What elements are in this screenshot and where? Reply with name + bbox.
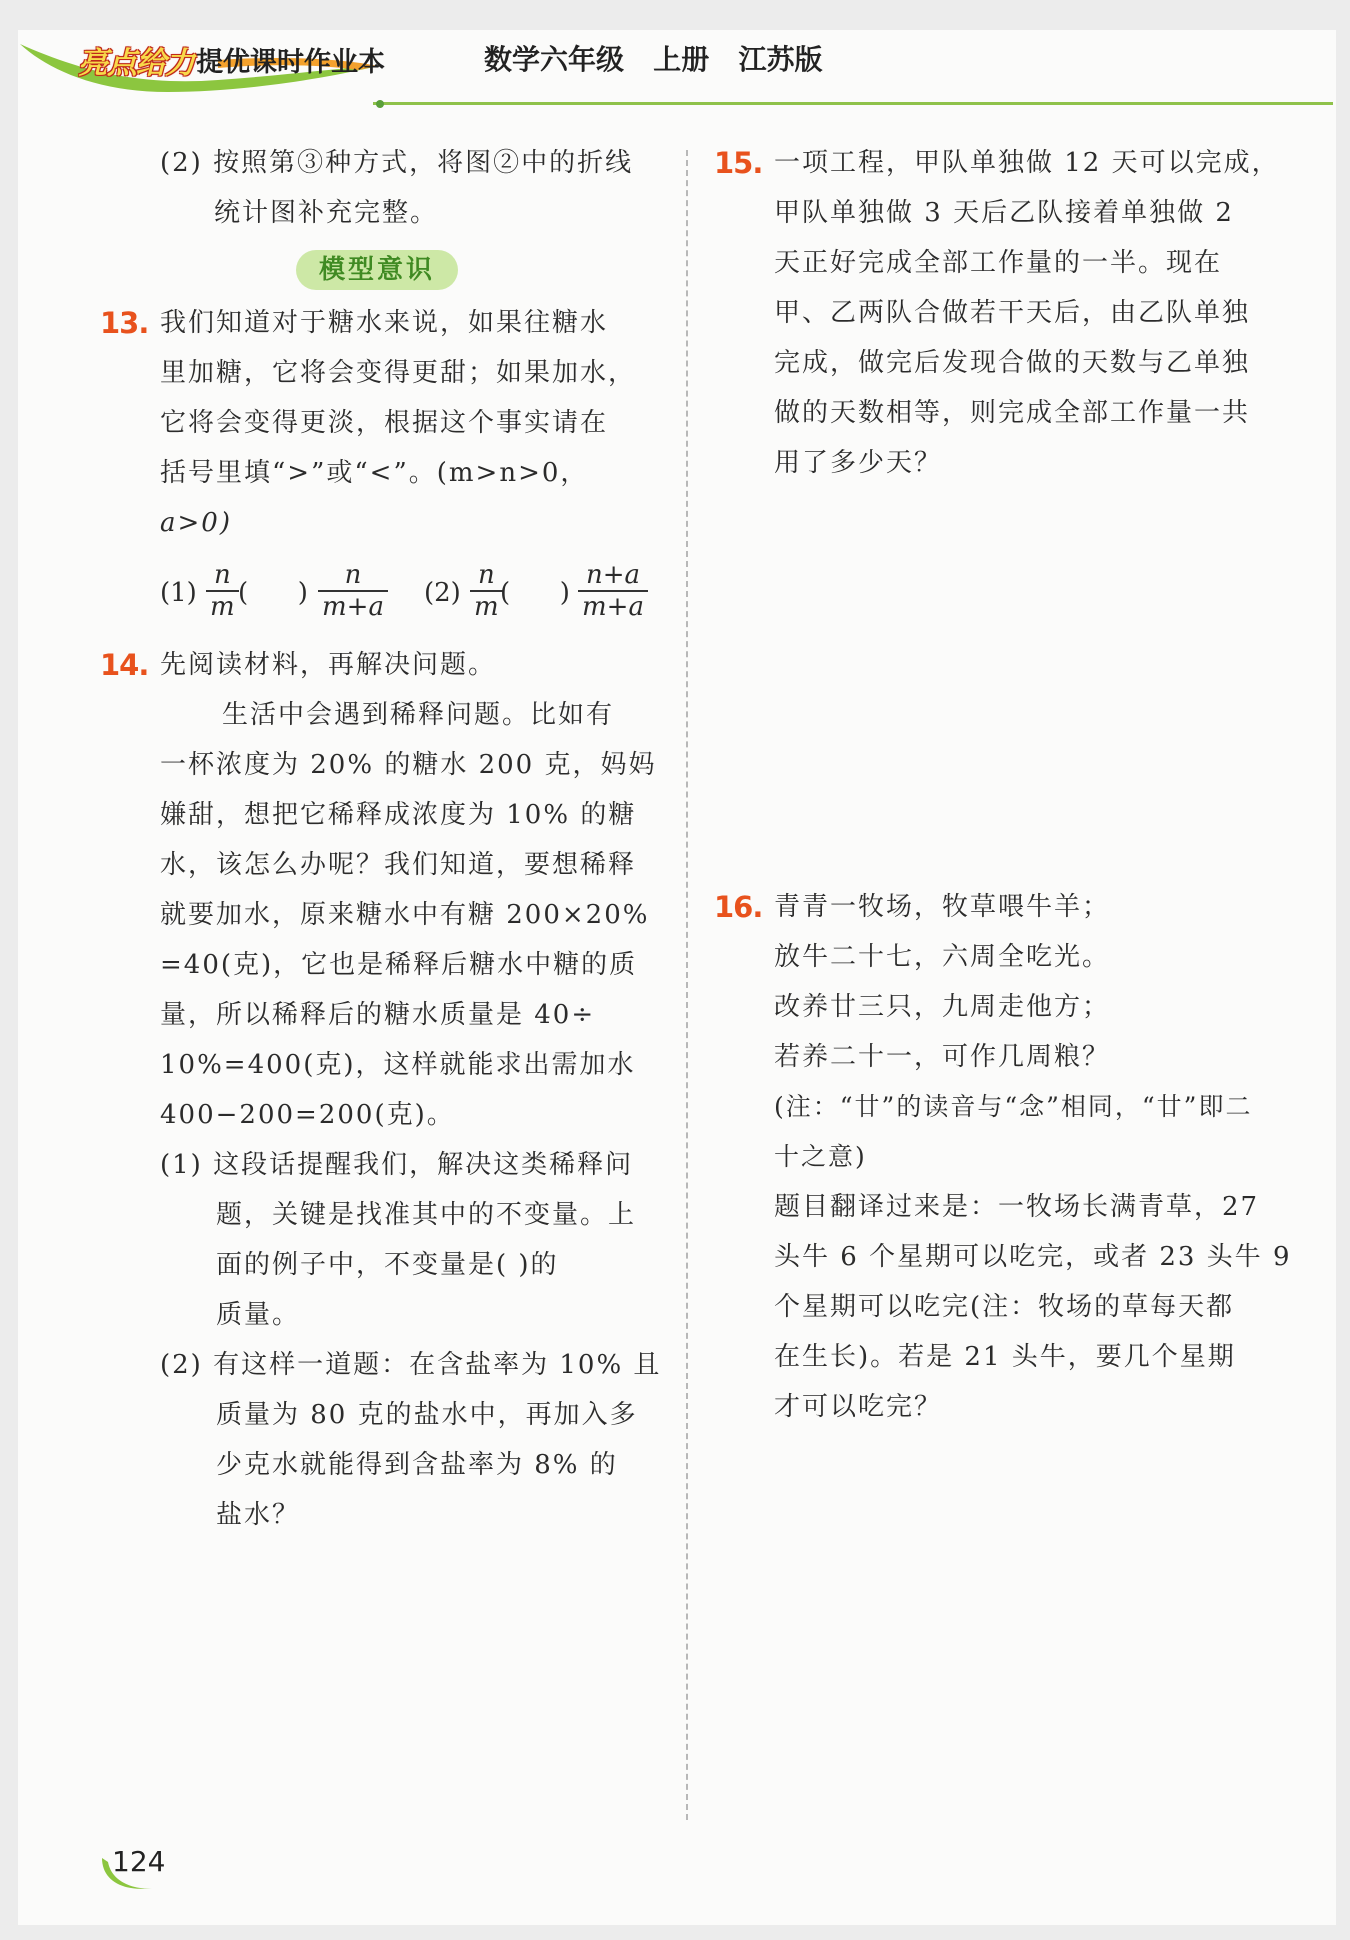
question-15-number: 15. (714, 146, 763, 180)
q15-line: 天正好完成全部工作量的一半。现在 (774, 248, 1223, 278)
fraction-numerator: n (344, 560, 362, 590)
q14-title: 先阅读材料，再解决问题。 (160, 650, 497, 680)
q14-material-line: 量，所以稀释后的糖水质量是 40÷ (160, 1000, 596, 1030)
q14-material-line: =40(克)，它也是稀释后糖水中糖的质 (160, 950, 638, 980)
column-divider (686, 150, 688, 1820)
q14-part2-line: (2) 有这样一道题：在含盐率为 10% 且 (160, 1350, 662, 1380)
q15-line: 甲队单独做 3 天后乙队接着单独做 2 (774, 198, 1234, 228)
question-13-number: 13. (100, 306, 149, 340)
q13-p2-right-fraction (578, 560, 648, 622)
q13-p1-answer-blank[interactable]: ( ) (238, 578, 308, 608)
section-badge: 模型意识 (296, 250, 458, 290)
q16-line: 题目翻译过来是：一牧场长满青草，27 (774, 1192, 1260, 1222)
q13-line: 里加糖，它将会变得更甜；如果加水， (160, 358, 637, 388)
q14-part1-line: 题，关键是找准其中的不变量。上 (216, 1200, 637, 1230)
q13-line: 它将会变得更淡，根据这个事实请在 (160, 408, 609, 438)
q16-line: 头牛 6 个星期可以吃完，或者 23 头牛 9 (774, 1242, 1292, 1272)
q14-material-line: 嫌甜，想把它稀释成浓度为 10% 的糖 (160, 800, 637, 830)
q14-part2-line: 少克水就能得到含盐率为 8% 的 (216, 1450, 618, 1480)
question-16-number: 16. (714, 890, 763, 924)
q12-part2-line2: 统计图补充完整。 (214, 198, 439, 228)
book-info: 数学六年级 上册 江苏版 (484, 43, 823, 76)
q14-part1-line: 面的例子中，不变量是( )的 (216, 1250, 559, 1280)
header-dot (376, 100, 384, 108)
q16-note-line: 十之意) (774, 1142, 867, 1171)
fraction-denominator: m+a (318, 590, 388, 622)
fraction-denominator: m (470, 590, 503, 622)
q14-material-line: 400−200=200(克)。 (160, 1100, 455, 1130)
q15-line: 甲、乙两队合做若干天后，由乙队单独 (774, 298, 1251, 328)
q15-line: 做的天数相等，则完成全部工作量一共 (774, 398, 1251, 428)
header-rule (373, 102, 1333, 105)
q14-material-line: 一杯浓度为 20% 的糖水 200 克，妈妈 (160, 750, 657, 780)
q16-line: 青青一牧场，牧草喂牛羊； (774, 892, 1111, 922)
fraction-numerator: n+a (585, 560, 640, 590)
brand-logo-text: 亮点给力 (78, 46, 194, 81)
q14-part2-line: 质量为 80 克的盐水中，再加入多 (216, 1400, 638, 1430)
q14-material-line: 就要加水，原来糖水中有糖 200×20% (160, 900, 650, 930)
q13-p2-answer-blank[interactable]: ( ) (500, 578, 570, 608)
q14-part2-line: 盐水？ (216, 1500, 301, 1530)
page-number: 124 (112, 1845, 166, 1878)
q16-line: 放牛二十七，六周全吃光。 (774, 942, 1111, 972)
q13-line: a>0) (160, 508, 232, 538)
q13-p1-left-fraction (206, 560, 239, 622)
q14-part1-line: 质量。 (216, 1300, 301, 1330)
series-title: 提优课时作业本 (196, 47, 385, 78)
q15-line: 一项工程，甲队单独做 12 天可以完成， (774, 148, 1280, 178)
fraction-denominator: m+a (578, 590, 648, 622)
question-14-number: 14. (100, 648, 149, 682)
q14-material-line: 水，该怎么办呢？我们知道，要想稀释 (160, 850, 637, 880)
q16-line: 在生长)。若是 21 头牛，要几个星期 (774, 1342, 1236, 1372)
q14-material-line: 生活中会遇到稀释问题。比如有 (222, 700, 615, 730)
q12-part2-line1: (2) 按照第③种方式，将图②中的折线 (160, 148, 634, 178)
q13-part2-label: (2) (424, 578, 461, 608)
q16-line: 若养二十一，可作几周粮？ (774, 1042, 1111, 1072)
q13-line: 我们知道对于糖水来说，如果往糖水 (160, 308, 609, 338)
q13-p2-left-fraction (470, 560, 503, 622)
q16-line: 才可以吃完？ (774, 1392, 943, 1422)
fraction-numerator: n (213, 560, 231, 590)
q14-part1-line: (1) 这段话提醒我们，解决这类稀释问 (160, 1150, 634, 1180)
q14-material-line: 10%=400(克)，这样就能求出需加水 (160, 1050, 636, 1080)
q13-line: 括号里填“>”或“<”。(m>n>0， (160, 458, 589, 488)
fraction-numerator: n (477, 560, 495, 590)
q16-line: 个星期可以吃完(注：牧场的草每天都 (774, 1292, 1235, 1322)
q15-line: 用了多少天？ (774, 448, 943, 478)
q13-p1-right-fraction (318, 560, 388, 622)
q15-line: 完成，做完后发现合做的天数与乙单独 (774, 348, 1251, 378)
q16-line: 改养廿三只，九周走他方； (774, 992, 1111, 1022)
q16-note-line: (注：“廿”的读音与“念”相同，“廿”即二 (774, 1092, 1253, 1121)
fraction-denominator: m (206, 590, 239, 622)
q13-part1-label: (1) (160, 578, 197, 608)
